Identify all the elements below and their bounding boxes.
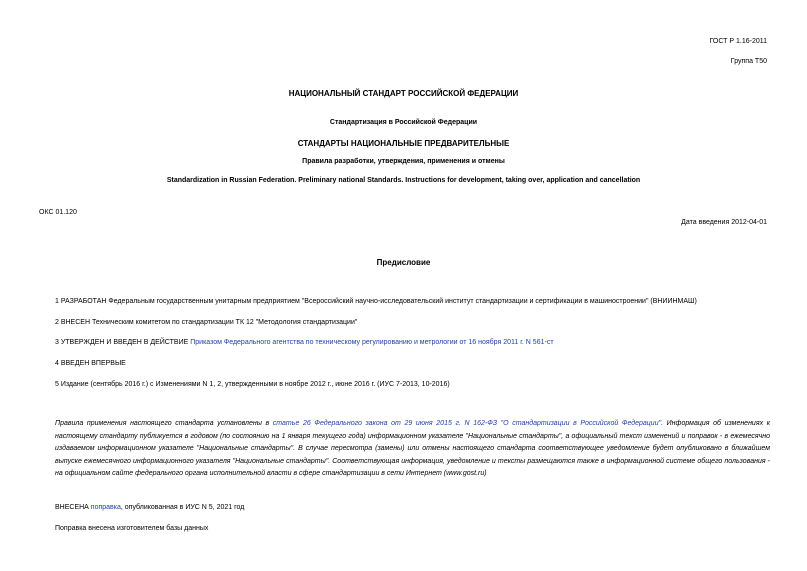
order-link[interactable]: Приказом Федерального агентства по техническому регулированию и метрологии от 16 ноября 2011 г. N 561-ст (190, 339, 554, 346)
rules-paragraph-part2: . Информация об изменениях к настоящему стандарту публикуется в годовом (по состоянию на 1 января текущего года) информационном указателе "Национальные стандарты", а официальный текст изменений и поправок - в ежемесячно издаваемом информационном указателе "Национальные стандарты". В случае пересмотра (замены) или отмены настоящего стандарта соответствующее уведомление будет опубликовано в ближайшем выпуске ежемесячного информационного указателя "Национальные стандарты". Соответствующая информация, уведомление и тексты размещаются также в информационной системе общего пользования - на официальном сайте федерального органа исполнительной власти в сфере стандартизации в сети Интернет (www.gost.ru) (55, 420, 770, 477)
national-standard-title: НАЦИОНАЛЬНЫЙ СТАНДАРТ РОССИЙСКОЙ ФЕДЕРАЦИИ (288, 89, 519, 98)
standardization-title: Стандартизация в Российской Федерации (329, 119, 478, 126)
foreword-item-3 (55, 339, 554, 346)
foreword-item-4: 4 ВВЕДЕН ВПЕРВЫЕ (55, 360, 126, 367)
gost-number: ГОСТ Р 1.16-2011 (709, 38, 767, 45)
rules-paragraph (55, 418, 770, 481)
rules-paragraph-part1: Правила применения настоящего стандарта установлены в (55, 420, 273, 427)
foreword-item-3-prefix: 3 УТВЕРЖДЕН И ВВЕДЕН В ДЕЙСТВИЕ (55, 339, 191, 346)
foreword-item-2: 2 ВНЕСЕН Техническим комитетом по стандартизации ТК 12 "Методология стандартизации" (55, 319, 358, 326)
preliminary-title: СТАНДАРТЫ НАЦИОНАЛЬНЫЕ ПРЕДВАРИТЕЛЬНЫЕ (297, 139, 510, 148)
amendment-prefix: ВНЕСЕНА (55, 504, 91, 511)
group-label: Группа Т50 (730, 58, 767, 65)
english-title: Standardization in Russian Federation. Preliminary national Standards. Instructions for development, taking over, application and cancellation (166, 177, 641, 184)
amendment-line (55, 504, 244, 511)
amendment-link[interactable]: поправка (90, 504, 121, 511)
foreword-heading: Предисловие (376, 258, 431, 267)
foreword-item-5: 5 Издание (сентябрь 2016 г.) с Изменениями N 1, 2, утвержденными в ноябре 2012 г., июне 2016 г. (ИУС 7-2013, 10-2016) (55, 381, 450, 388)
oks-code: ОКС 01.120 (39, 209, 77, 216)
amendment-suffix: , опубликованная в ИУС N 5, 2021 год (120, 504, 245, 511)
foreword-item-1: 1 РАЗРАБОТАН Федеральным государственным унитарным предприятием "Всероссийский научно-исследовательский институт стандартизации и сертификации в машиностроении" (ВНИИНМАШ) (55, 298, 697, 305)
rules-title: Правила разработки, утверждения, применения и отмены (302, 158, 505, 165)
federal-law-link[interactable]: статье 26 Федерального закона от 29 июня 2015 г. N 162-ФЗ "О стандартизации в Российской Федерации" (272, 420, 662, 427)
intro-date: Дата введения 2012-04-01 (681, 219, 767, 226)
amendment-note: Поправка внесена изготовителем базы данных (55, 525, 209, 532)
